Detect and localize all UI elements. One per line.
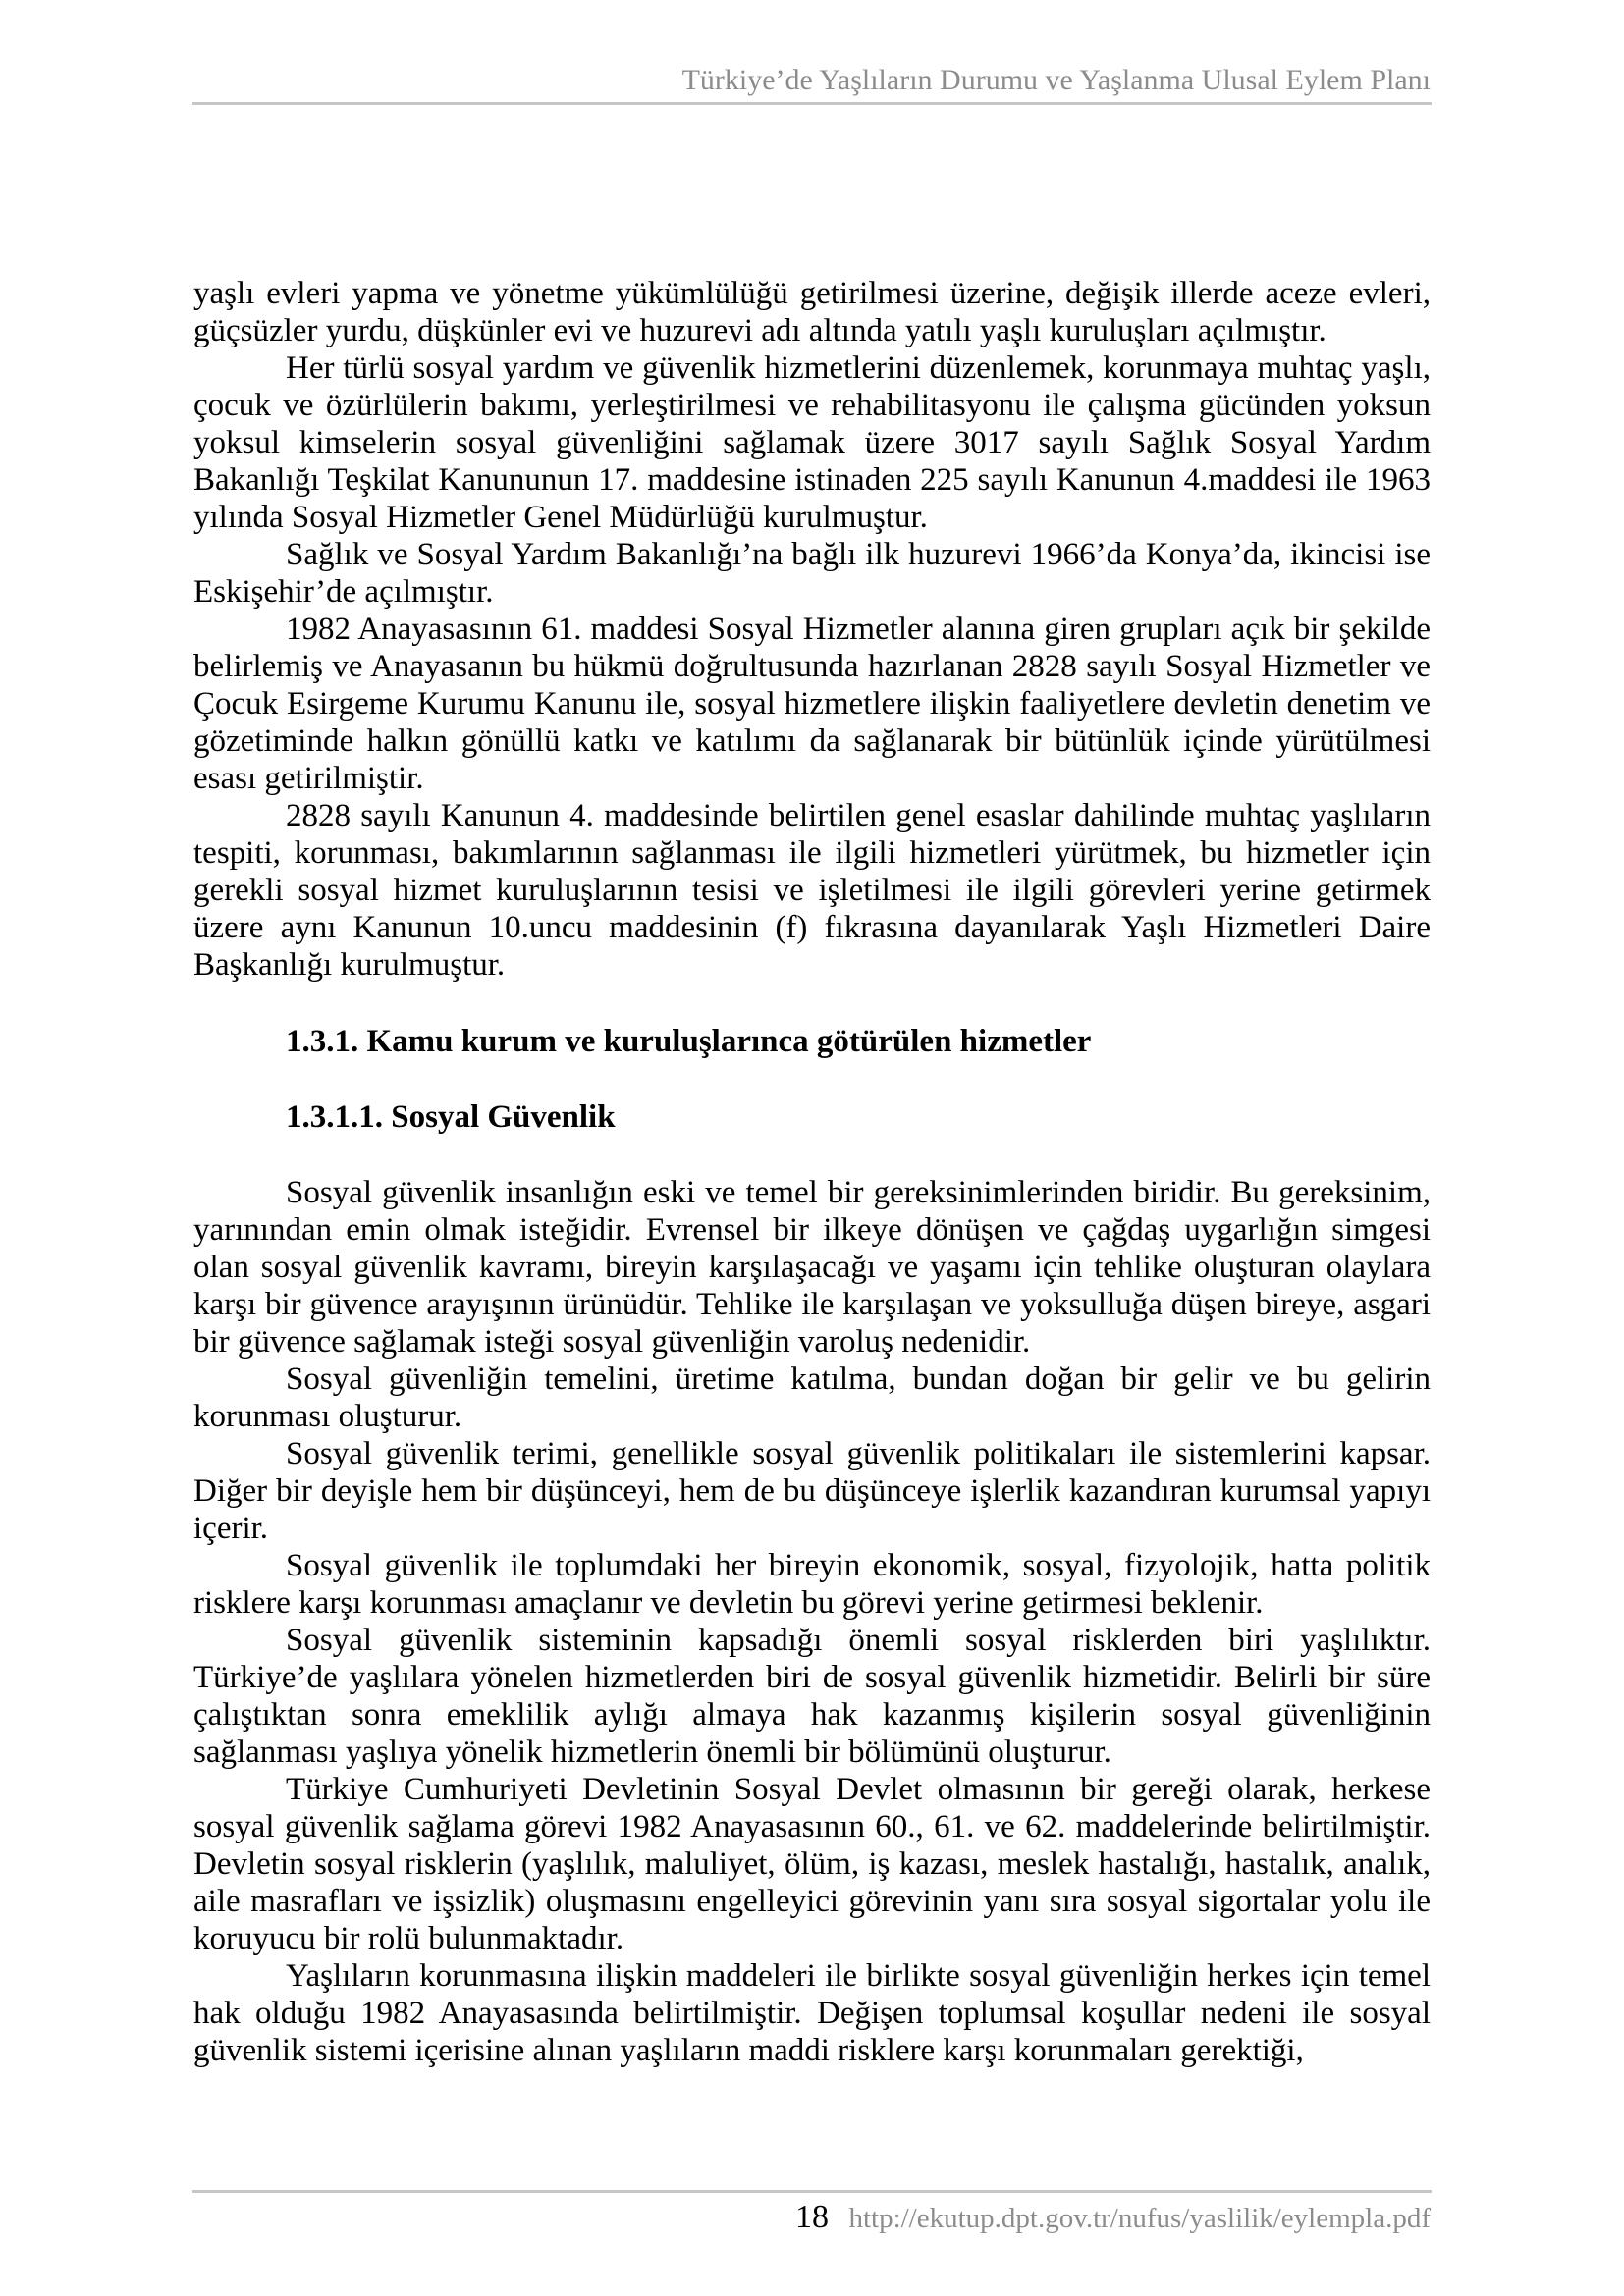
- body-paragraph: Yaşlıların korunmasına ilişkin maddeleri ile birlikte sosyal güvenliğin herkes için temel hak olduğu 1982 Anayasasında belirtilmiştir. Değişen toplumsal koşullar nedeni ile sosyal güvenlik sistemi içerisine alınan yaşlıların maddi risklere karşı korunmaları gerektiği,: [193, 1958, 1431, 2068]
- body-paragraph: Sosyal güvenlik sisteminin kapsadığı önemli sosyal risklerden biri yaşlılıktır. Türkiye’de yaşlılara yönelen hizmetlerden biri de sosyal güvenlik hizmetidir. Belirli bir süre çalıştıktan sonra emeklilik aylığı almaya hak kazanmış kişilerin sosyal güvenliğinin sağlanması yaşlıya yönelik hizmetlerin önemli bir bölümünü oluşturur.: [193, 1623, 1431, 1770]
- footer-source-url: http://ekutup.dpt.gov.tr/nufus/yaslilik/eylempla.pdf: [848, 2203, 1431, 2234]
- section-heading: 1.3.1. Kamu kurum ve kuruluşlarınca götürülen hizmetler: [286, 1024, 1092, 1059]
- body-paragraph: Türkiye Cumhuriyeti Devletinin Sosyal Devlet olmasının bir gereği olarak, herkese sosyal güvenlik sağlama görevi 1982 Anayasasının 60., 61. ve 62. maddelerinde belirtilmiştir. Devletin sosyal risklerin (yaşlılık, maluliyet, ölüm, iş kazası, meslek hastalığı, hastalık, analık, aile masrafları ve işsizlik) oluşmasını engelleyici görevinin yanı sıra sosyal sigortalar yolu ile koruyucu bir rolü bulunmaktadır.: [193, 1772, 1431, 1956]
- body-paragraph: Sosyal güvenlik terimi, genellikle sosyal güvenlik politikaları ile sistemlerini kapsar. Diğer bir deyişle hem bir düşünceyi, hem de bu düşünceye işlerlik kazandıran kurumsal yapıyı içerir.: [193, 1436, 1431, 1546]
- body-paragraph: Sosyal güvenlik ile toplumdaki her bireyin ekonomik, sosyal, fizyolojik, hatta politik risklere karşı korunması amaçlanır ve devletin bu görevi yerine getirmesi beklenir.: [193, 1548, 1431, 1621]
- body-paragraph: 2828 sayılı Kanunun 4. maddesinde belirtilen genel esaslar dahilinde muhtaç yaşlıların tespiti, korunması, bakımlarının sağlanması ile ilgili hizmetleri yürütmek, bu hizmetler için gerekli sosyal hizmet kuruluşlarının tesisi ve işletilmesi ile ilgili görevleri yerine getirmek üzere aynı Kanunun 10.uncu maddesinin (f) fıkrasına dayanılarak Yaşlı Hizmetleri Daire Başkanlığı kurulmuştur.: [193, 798, 1431, 983]
- footer-rule: [192, 2190, 1432, 2193]
- body-paragraph: Sosyal güvenlik insanlığın eski ve temel bir gereksinimlerinden biridir. Bu gereksinim, yarınından emin olmak isteğidir. Evrensel bir ilkeye dönüşen ve çağdaş uygarlığın simgesi olan sosyal güvenlik kavramı, bireyin karşılaşacağı ve yaşamı için tehlike oluşturan olaylara karşı bir güvence arayışının ürünüdür. Tehlike ile karşılaşan ve yoksulluğa düşen bireye, asgari bir güvence sağlamak isteği sosyal güvenliğin varoluş nedenidir.: [193, 1175, 1431, 1360]
- body-paragraph: Sağlık ve Sosyal Yardım Bakanlığı’na bağlı ilk huzurevi 1966’da Konya’da, ikincisi ise Eskişehir’de açılmıştır.: [193, 537, 1431, 610]
- page-number: 18: [795, 2199, 829, 2235]
- running-header-title: Türkiye’de Yaşlıların Durumu ve Yaşlanma Ulusal Eylem Planı: [681, 64, 1431, 96]
- body-paragraph: 1982 Anayasasının 61. maddesi Sosyal Hizmetler alanına giren grupları açık bir şekilde belirlemiş ve Anayasanın bu hükmü doğrultusunda hazırlanan 2828 sayılı Sosyal Hizmetler ve Çocuk Esirgeme Kurumu Kanunu ile, sosyal hizmetlere ilişkin faaliyetlere devletin denetim ve gözetiminde halkın gönüllü katkı ve katılımı da sağlanarak bir bütünlük içinde yürütülmesi esası getirilmiştir.: [193, 612, 1431, 796]
- body-paragraph: Her türlü sosyal yardım ve güvenlik hizmetlerini düzenlemek, korunmaya muhtaç yaşlı, çocuk ve özürlülerin bakımı, yerleştirilmesi ve rehabilitasyonu ile çalışma gücünden yoksun yoksul kimselerin sosyal güvenliğini sağlamak üzere 3017 sayılı Sağlık Sosyal Yardım Bakanlığı Teşkilat Kanununun 17. maddesine istinaden 225 sayılı Kanunun 4.maddesi ile 1963 yılında Sosyal Hizmetler Genel Müdürlüğü kurulmuştur.: [193, 350, 1431, 535]
- header-rule: [192, 102, 1432, 105]
- document-body: [193, 275, 1431, 2069]
- subsection-heading: 1.3.1.1. Sosyal Güvenlik: [286, 1099, 616, 1135]
- body-paragraph: yaşlı evleri yapma ve yönetme yükümlülüğü getirilmesi üzerine, değişik illerde aceze evleri, güçsüzler yurdu, düşkünler evi ve huzurevi adı altında yatılı yaşlı kuruluşları açılmıştır.: [193, 276, 1431, 348]
- body-paragraph: Sosyal güvenliğin temelini, üretime katılma, bundan doğan bir gelir ve bu gelirin korunması oluşturur.: [193, 1362, 1431, 1434]
